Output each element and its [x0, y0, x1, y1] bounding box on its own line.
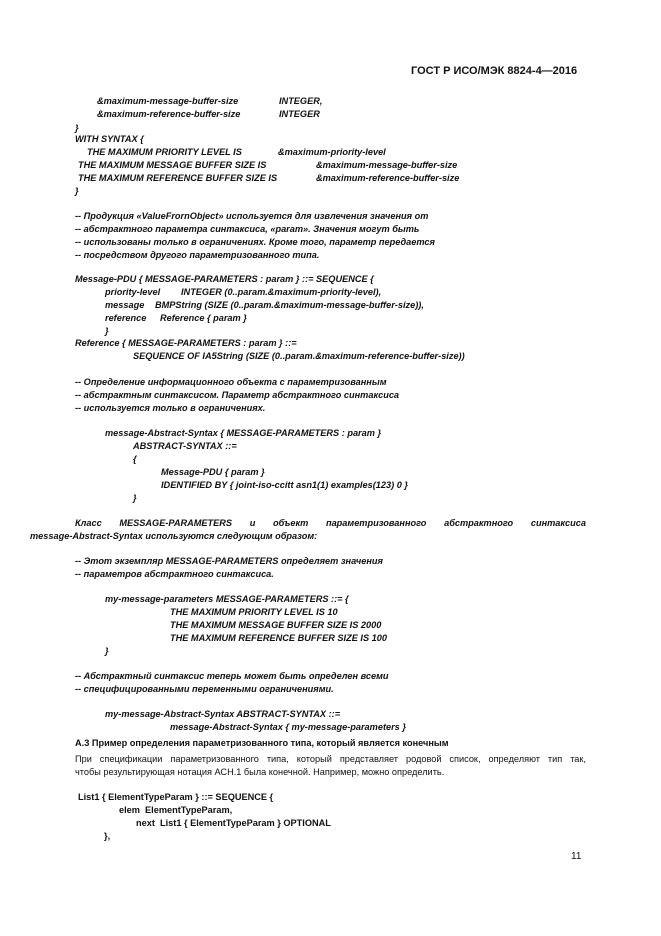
- code-line: IDENTIFIED BY { joint-iso-ccitt asn1(1) examples(123) 0 }: [161, 480, 408, 490]
- comment-line: -- Определение информационного объекта с параметризованным: [75, 377, 387, 387]
- code-line: }: [75, 186, 79, 196]
- code-line: }: [105, 326, 109, 336]
- code-line: THE MAXIMUM MESSAGE BUFFER SIZE IS: [78, 160, 267, 170]
- paragraph-line: message-Abstract-Syntax используются следующим образом:: [30, 531, 318, 541]
- code-line: THE MAXIMUM PRIORITY LEVEL IS: [87, 147, 242, 157]
- paragraph-line: При спецификации параметризованного типа, который представляет родовой список, определяют тип так,: [75, 754, 586, 764]
- code-line: Reference { MESSAGE-PARAMETERS : param } ::=: [75, 338, 297, 348]
- comment-line: -- Абстрактный синтаксис теперь может быть определен всеми: [75, 671, 389, 681]
- code-line: }: [133, 493, 137, 503]
- comment-line: -- абстрактным синтаксисом. Параметр абстрактного синтаксиса: [75, 390, 400, 400]
- code-line: BMPString (SIZE (0..param.&maximum-message-buffer-size)),: [155, 300, 424, 310]
- code-line: reference: [105, 313, 147, 323]
- code-line: next List1 { ElementTypeParam } OPTIONAL: [136, 818, 331, 828]
- code-line: INTEGER,: [279, 96, 323, 106]
- comment-line: -- используется только в ограничениях.: [75, 403, 266, 413]
- code-line: THE MAXIMUM PRIORITY LEVEL IS 10: [170, 607, 338, 617]
- code-line: &maximum-priority-level: [278, 147, 386, 157]
- code-line: elem ElementTypeParam,: [119, 805, 233, 815]
- code-line: THE MAXIMUM REFERENCE BUFFER SIZE IS: [78, 173, 278, 183]
- code-line: my-message-Abstract-Syntax ABSTRACT-SYNTAX ::=: [105, 709, 341, 719]
- code-line: Reference { param }: [160, 313, 247, 323]
- paragraph-line: чтобы результирующая нотация АСН.1 была конечной. Например, можно определить.: [75, 767, 445, 777]
- code-line: WITH SYNTAX {: [75, 134, 144, 144]
- comment-line: -- использованы только в ограничениях. Кроме того, параметр передается: [75, 237, 435, 247]
- code-line: THE MAXIMUM MESSAGE BUFFER SIZE IS 2000: [170, 620, 382, 630]
- comment-line: -- абстрактного параметра синтаксиса, «param». Значения могут быть: [75, 224, 420, 234]
- code-line: },: [104, 831, 111, 841]
- code-line: ABSTRACT-SYNTAX ::=: [133, 441, 237, 451]
- code-line: &maximum-reference-buffer-size: [316, 173, 460, 183]
- code-line: my-message-parameters MESSAGE-PARAMETERS ::= {: [105, 594, 349, 604]
- code-line: priority-level: [105, 287, 161, 297]
- code-line: Message-PDU { MESSAGE-PARAMETERS : param } ::= SEQUENCE {: [75, 274, 374, 284]
- comment-line: -- Этот экземпляр MESSAGE-PARAMETERS определяет значения: [75, 556, 383, 566]
- comment-line: -- посредством другого параметризованного типа.: [75, 250, 320, 260]
- code-line: {: [133, 454, 137, 464]
- paragraph-line: Класс MESSAGE-PARAMETERS и объект параметризованного абстрактного синтаксиса: [75, 518, 586, 528]
- document-id: ГОСТ Р ИСО/МЭК 8824-4—2016: [411, 65, 578, 77]
- section-heading: А.3 Пример определения параметризованного типа, который является конечным: [75, 738, 449, 748]
- code-line: &maximum-message-buffer-size: [316, 160, 458, 170]
- code-line: List1 { ElementTypeParam } ::= SEQUENCE {: [78, 792, 274, 802]
- code-line: }: [105, 646, 109, 656]
- code-line: SEQUENCE OF IA5String (SIZE (0..param.&maximum-reference-buffer-size)): [133, 351, 465, 361]
- page-number: 11: [571, 851, 582, 862]
- comment-line: -- специфицированными переменными ограничениями.: [75, 684, 334, 694]
- code-line: INTEGER: [279, 109, 320, 119]
- comment-line: -- параметров абстрактного синтаксиса.: [75, 569, 274, 579]
- code-line: &maximum-message-buffer-size: [97, 96, 239, 106]
- code-line: INTEGER (0..param.&maximum-priority-level),: [181, 287, 382, 297]
- code-line: message: [105, 300, 145, 310]
- code-line: message-Abstract-Syntax { my-message-parameters }: [170, 722, 406, 732]
- code-line: &maximum-reference-buffer-size: [97, 109, 241, 119]
- code-line: message-Abstract-Syntax { MESSAGE-PARAMETERS : param }: [105, 428, 382, 438]
- comment-line: -- Продукция «ValueFrornObject» используется для извлечения значения от: [75, 211, 429, 221]
- code-line: }: [75, 123, 79, 133]
- code-line: THE MAXIMUM REFERENCE BUFFER SIZE IS 100: [170, 633, 387, 643]
- code-line: Message-PDU { param }: [161, 467, 265, 477]
